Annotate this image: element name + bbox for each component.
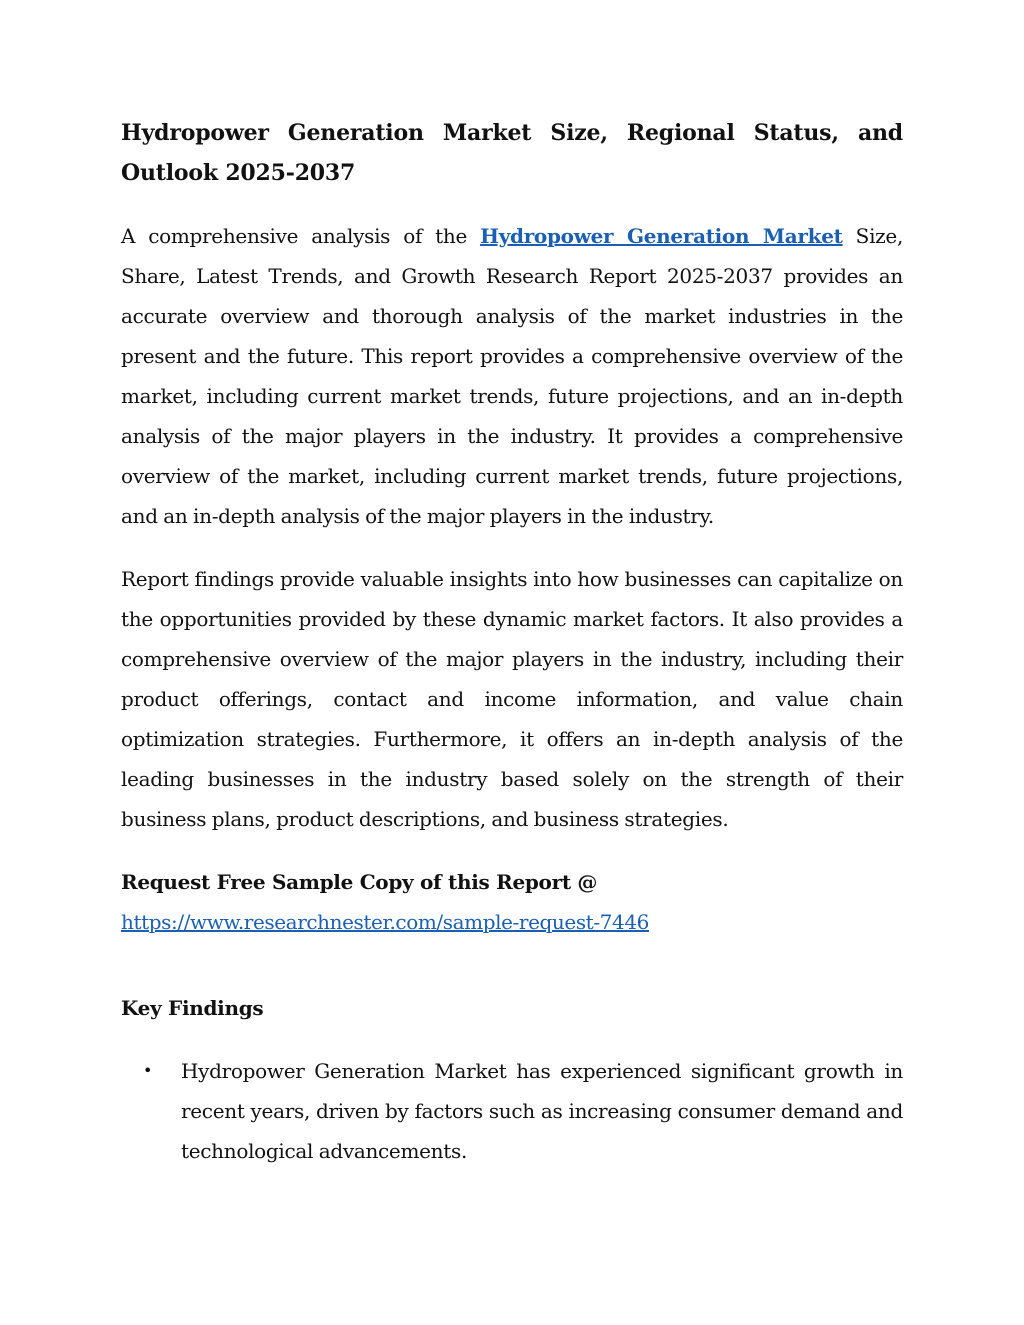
request-sample-heading: Request Free Sample Copy of this Report @: [121, 870, 598, 894]
key-findings-list: [121, 1051, 903, 1171]
findings-paragraph: Report findings provide valuable insights into how businesses can capitalize on the opportunities provided by these dynamic market factors. It also provides a comprehensive overview of the major players in the industry, including their product offerings, contact and income information, and value chain optimization strategies. Furthermore, it offers an in-depth analysis of the leading businesses in the industry based solely on the strength of their business plans, product descriptions, and business strategies.: [121, 567, 903, 831]
sample-request-link[interactable]: https://www.researchnester.com/sample-request-7446: [121, 910, 649, 934]
intro-text-after-link: Size, Share, Latest Trends, and Growth Research Report 2025-2037 provides an accurate overview and thorough analysis of the market industries in the present and the future. This report provides a comprehensive overview of the market, including current market trends, future projections, and an in-depth analysis of the major players in the industry. It provides a comprehensive overview of the market, including current market trends, future projections, and an in-depth analysis of the major players in the industry.: [121, 224, 904, 528]
market-report-link[interactable]: Hydropower Generation Market: [480, 224, 843, 248]
list-item-text: Hydropower Generation Market has experienced significant growth in recent years, driven by factors such as increasing consumer demand and technological advancements.: [181, 1059, 903, 1163]
document-title: Hydropower Generation Market Size, Regional Status, and Outlook 2025-2037: [121, 120, 903, 186]
list-item: [121, 1051, 903, 1171]
intro-paragraph: [121, 216, 903, 536]
key-findings-heading: Key Findings: [121, 996, 264, 1020]
intro-text-before-link: A comprehensive analysis of the: [121, 224, 481, 248]
bullet-icon: •: [143, 1061, 153, 1080]
request-url-block: [121, 902, 903, 965]
document-page: [121, 113, 903, 1171]
